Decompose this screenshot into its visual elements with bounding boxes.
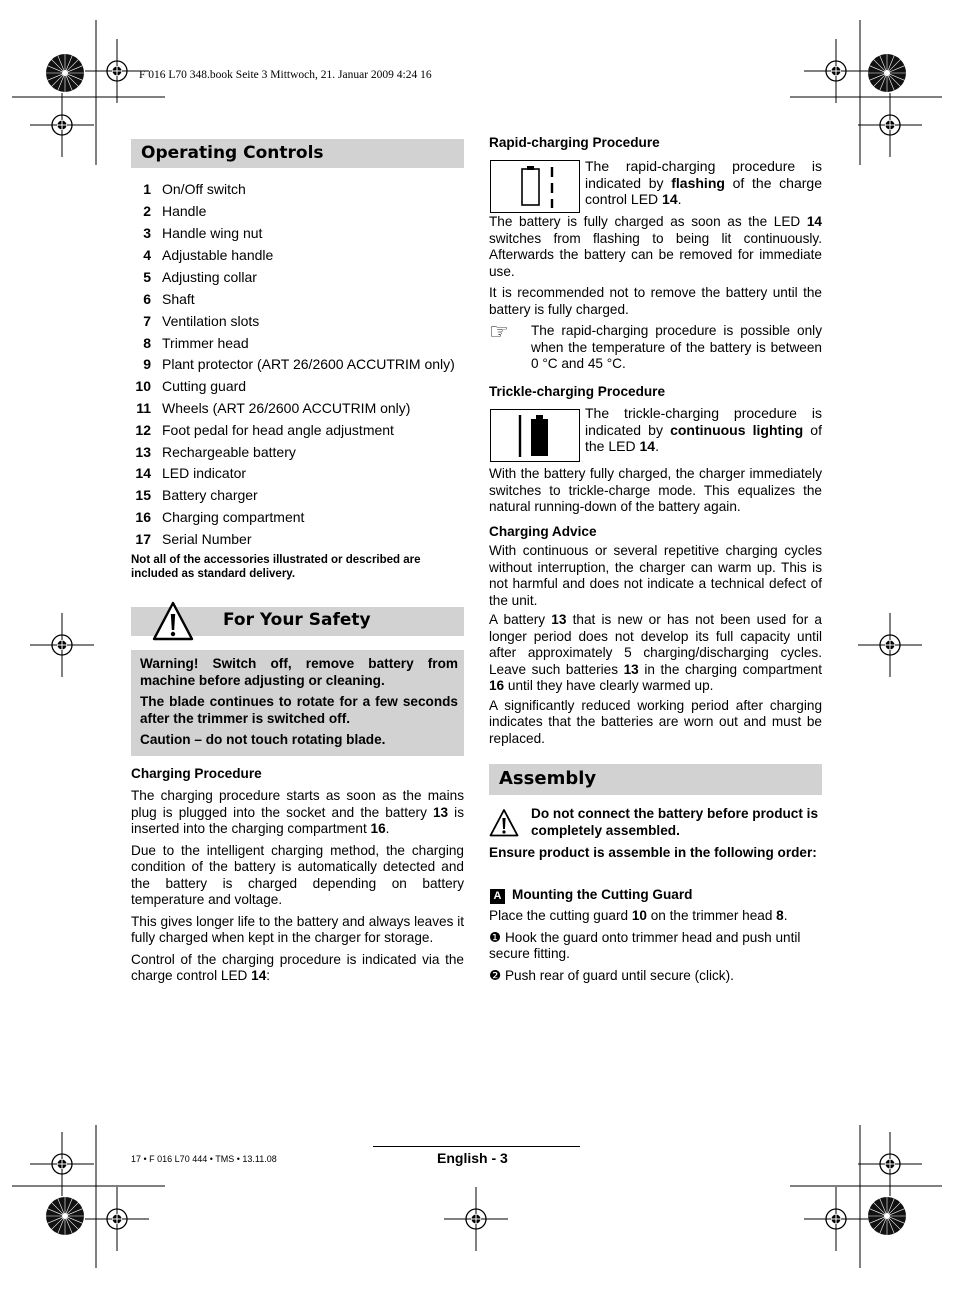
advice-section <box>489 543 822 747</box>
step-number-1-icon: ❶ <box>489 929 502 946</box>
list-item: 7 Ventilation slots <box>143 313 260 329</box>
assembly-warning: Do not connect the battery before product is completely assembled. <box>531 806 819 838</box>
assembly-order: Ensure product is assemble in the following order: <box>489 845 817 860</box>
advice-heading: Charging Advice <box>489 524 597 539</box>
crosshair-mark <box>804 39 868 103</box>
paragraph: Place the cutting guard 10 on the trimmer head 8. <box>489 908 788 923</box>
star-target-mark <box>868 1197 906 1235</box>
safety-warning-box <box>131 650 464 756</box>
pointing-hand-icon: ☞ <box>489 320 509 345</box>
page-number: English - 3 <box>437 1150 508 1166</box>
temperature-note: The rapid-charging procedure is possible only when the temperature of the battery is between 0 °C and 45 °C. <box>531 323 822 371</box>
trickle-heading: Trickle-charging Procedure <box>489 384 666 399</box>
list-item: 8 Trimmer head <box>143 335 249 351</box>
list-item: 4 Adjustable handle <box>143 247 274 263</box>
warning-triangle-icon <box>152 600 194 642</box>
warning-text: Caution – do not touch rotating blade. <box>140 732 386 747</box>
paragraph: A battery 13 that is new or has not been used for a longer period does not develop its full capacity until after approximately 5 charging/discharging cycles. Leave such batteries 13 in the charging compartment 16 until they have clearly warmed up. <box>489 612 822 693</box>
battery-flashing-icon <box>491 161 579 212</box>
list-item: 3 Handle wing nut <box>143 225 263 241</box>
accessories-note: Not all of the accessories illustrated or described are included as standard delivery. <box>131 554 421 580</box>
paragraph: The charging procedure starts as soon as the mains plug is plugged into the socket and the battery 13 is inserted into the charging compartment 16. <box>131 788 465 836</box>
list-item: 11 Wheels (ART 26/2600 ACCUTRIM only) <box>136 400 411 416</box>
battery-full-icon <box>491 410 579 461</box>
rapid-heading: Rapid-charging Procedure <box>489 135 660 150</box>
warning-text: The blade continues to rotate for a few seconds after the trimmer is switched off. <box>140 694 458 726</box>
crosshair-mark <box>30 93 94 157</box>
list-item: 13 Rechargeable battery <box>135 444 296 460</box>
charging-heading: Charging Procedure <box>131 766 262 781</box>
list-item: 17 Serial Number <box>135 531 252 547</box>
star-target-mark <box>46 54 84 92</box>
mounting-heading: Mounting the Cutting Guard <box>512 887 693 902</box>
list-item: 9 Plant protector (ART 26/2600 ACCUTRIM only) <box>143 356 455 372</box>
list-item: 6 Shaft <box>143 291 195 307</box>
paragraph: With continuous or several repetitive charging cycles without interruption, the charger can warm up. This is not harmful and does not indicate a technical defect of the unit. <box>489 543 822 608</box>
paragraph: Due to the intelligent charging method, the charging condition of the battery is automatically detected and the battery is charged depending on battery temperature and voltage. <box>131 842 464 907</box>
list-item: 10 Cutting guard <box>135 378 247 394</box>
rapid-intro: The rapid-charging procedure is indicated by flashing of the charge control LED 14. <box>585 158 822 207</box>
list-item: 15 Battery charger <box>135 487 258 503</box>
paragraph: The battery is fully charged as soon as the LED 14 switches from flashing to being lit continuously. Afterwards the battery can be removed for immediate use. <box>489 214 822 279</box>
paragraph: Control of the charging procedure is indicated via the charge control LED 14: <box>131 951 464 983</box>
paragraph: This gives longer life to the battery and always leaves it fully charged when kept in the charger for storage. <box>131 913 464 945</box>
step-1: ❶ Hook the guard onto trimmer head and push until secure fitting. <box>489 929 801 961</box>
warning-text: Warning! Switch off, remove battery from machine before adjusting or cleaning. <box>140 656 458 688</box>
crosshair-mark <box>30 613 94 677</box>
safety-title: For Your Safety <box>223 610 371 630</box>
step-number-2-icon: ❷ <box>489 967 502 984</box>
continuous-led-icon-box <box>490 409 580 462</box>
footer-code: 17 • F 016 L70 444 • TMS • 13.11.08 <box>131 1154 277 1164</box>
crosshair-mark <box>444 1187 508 1251</box>
trickle-intro: The trickle-charging procedure is indicated by continuous lighting of the LED 14. <box>585 405 822 454</box>
assembly-title: Assembly <box>499 768 597 789</box>
list-item: 2 Handle <box>143 203 207 219</box>
trickle-paragraph: With the battery fully charged, the charger immediately switches to trickle-charge mode. This equalizes the natural running-down of the battery again. <box>489 466 822 514</box>
crosshair-mark <box>804 1187 868 1251</box>
crosshair-mark <box>858 93 922 157</box>
rapid-section <box>489 214 822 318</box>
list-item: 5 Adjusting collar <box>143 269 257 285</box>
paragraph: A significantly reduced working period after charging indicates that the batteries are worn out and must be replaced. <box>489 697 822 746</box>
list-item: 14 LED indicator <box>135 465 247 481</box>
list-item: 12 Foot pedal for head angle adjustment <box>135 422 394 438</box>
list-item: 16 Charging compartment <box>135 509 305 525</box>
crosshair-mark <box>85 1187 149 1251</box>
charging-section <box>131 788 464 985</box>
warning-triangle-icon <box>489 808 519 838</box>
crosshair-mark <box>858 613 922 677</box>
star-target-mark <box>868 54 906 92</box>
footer-rule <box>373 1146 580 1147</box>
operating-controls-bar <box>131 139 464 168</box>
assembly-bar <box>489 764 822 795</box>
print-file-info: F 016 L70 348.book Seite 3 Mittwoch, 21. Januar 2009 4:24 16 <box>139 69 432 81</box>
figure-badge: A <box>490 889 505 904</box>
operating-controls-title: Operating Controls <box>141 143 324 163</box>
list-item: 1 On/Off switch <box>143 181 246 197</box>
paragraph: It is recommended not to remove the battery until the battery is fully charged. <box>489 285 822 317</box>
star-target-mark <box>46 1197 84 1235</box>
mounting-steps <box>489 908 822 984</box>
step-2: ❷ Push rear of guard until secure (click). <box>489 967 734 984</box>
flashing-led-icon-box <box>490 160 580 213</box>
